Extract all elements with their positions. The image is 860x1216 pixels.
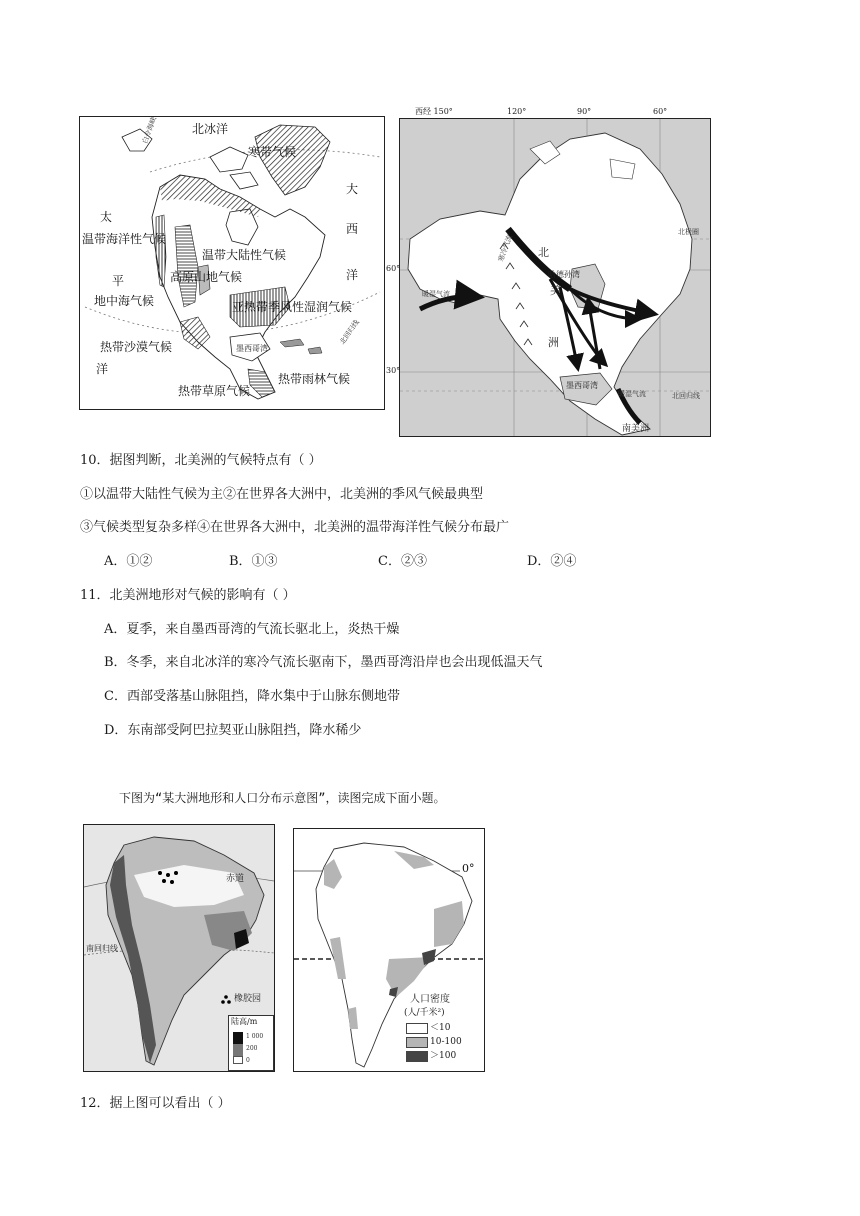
label-south-america: 南美洲 (622, 424, 650, 434)
label-america-2: 洲 (548, 336, 559, 349)
label-hudson-bay: 哈德孙湾 (548, 270, 580, 279)
label-pacific-3: 洋 (96, 362, 109, 376)
question-11-option-c[interactable]: C．西部受落基山脉阻挡，降水集中于山脉东侧地带 (104, 689, 400, 704)
question-10-stem: 10．据图判断，北美洲的气候特点有（ ） (80, 453, 322, 468)
question-11-option-b[interactable]: B．冬季，来自北冰洋的寒冷气流长驱南下，墨西哥湾沿岸也会出现低温天气 (104, 655, 543, 670)
label-warm-flow-left: 暖湿气流 (422, 290, 450, 298)
label-rainforest-climate: 热带雨林气候 (278, 372, 351, 386)
label-mediterranean-climate: 地中海气候 (94, 294, 155, 308)
question-10-option-b[interactable]: B．①③ (229, 554, 278, 569)
label-tropic-of-cancer: 北回归线 (338, 318, 361, 346)
question-11-option-d[interactable]: D．东南部受阿巴拉契亚山脉阻挡，降水稀少 (104, 723, 362, 738)
label-warm-flow-gulf: 暖湿气流 (618, 390, 646, 398)
label-arctic-ocean: 北冰洋 (192, 122, 229, 136)
label-savanna-climate: 热带草原气候 (178, 384, 251, 398)
intro-text: 下图为“某大洲地形和人口分布示意图”，读图完成下面小题。 (119, 791, 446, 805)
population-legend-high: ＞100 (430, 1051, 457, 1061)
label-atlantic-2: 西 (346, 222, 359, 236)
label-tropic-of-cancer-2: 北回归线 (672, 392, 700, 400)
label-subtropical-climate: 亚热带季风性湿润气候 (232, 300, 353, 314)
label-gulf-mexico: 墨西哥湾 (566, 381, 598, 390)
legend-swatch-low (233, 1056, 243, 1064)
elevation-tick-200: 200 (246, 1045, 258, 1052)
lat-label-30: 30° (386, 366, 401, 375)
lon-label-90: 90° (577, 107, 592, 116)
question-10-option-d[interactable]: D．②④ (527, 554, 577, 569)
lat-label-60: 60° (386, 264, 401, 273)
label-marine-climate: 温带海洋性气候 (82, 232, 167, 246)
label-bering-strait: 白令海峡 (140, 115, 159, 145)
south-america-terrain-map (83, 824, 275, 1072)
label-gulf-of-mexico: 墨西哥湾 (236, 344, 268, 353)
lon-label-60: 60° (653, 107, 668, 116)
label-polar-climate: 寒带气候 (248, 145, 297, 159)
label-arctic-circle: 北极圈 (678, 228, 699, 236)
population-legend-title-2: (人/千米²) (404, 1008, 445, 1018)
label-cold-flow: 寒冷气流 (496, 233, 515, 263)
elevation-legend-title: 陆高/m (231, 1017, 258, 1026)
label-tropic-of-capricorn: 南回归线 (86, 944, 118, 953)
elevation-legend (228, 1015, 274, 1071)
airflow-map-frame (386, 118, 711, 437)
elevation-tick-1000: 1 000 (246, 1033, 264, 1040)
elevation-tick-0: 0 (246, 1057, 250, 1064)
population-swatch-mid (406, 1037, 428, 1048)
legend-swatch-mid (233, 1044, 243, 1056)
label-zero-degree: 0° (462, 862, 475, 875)
population-swatch-low (406, 1023, 428, 1034)
north-america-airflow-map (386, 102, 710, 436)
population-swatch-high (406, 1051, 428, 1062)
label-north: 北 (538, 246, 549, 259)
label-atlantic-1: 大 (346, 182, 359, 196)
population-legend-title-1: 人口密度 (410, 994, 450, 1005)
label-continental-climate: 温带大陆性气候 (202, 248, 287, 262)
question-10-line-1: ①以温带大陆性气候为主②在世界各大洲中，北美洲的季风气候最典型 (80, 487, 484, 502)
north-america-climate-map (79, 116, 385, 410)
question-10-option-c[interactable]: C．②③ (378, 554, 427, 569)
lon-label-150: 西经 150° (415, 107, 453, 116)
label-atlantic-3: 洋 (346, 268, 359, 282)
label-pacific-1: 太 (100, 210, 113, 224)
south-america-population-map (293, 828, 485, 1072)
question-11-option-a[interactable]: A．夏季，来自墨西哥湾的气流长驱北上，炎热干燥 (104, 622, 400, 637)
climate-map-drawing (80, 117, 384, 409)
population-legend-mid: 10-100 (430, 1037, 462, 1047)
label-pacific-2: 平 (112, 274, 125, 288)
question-10-line-2: ③气候类型复杂多样④在世界各大洲中，北美洲的温带海洋性气候分布最广 (80, 520, 510, 535)
question-12-stem: 12．据上图可以看出（ ） (80, 1096, 231, 1111)
label-desert-climate: 热带沙漠气候 (100, 340, 173, 354)
label-highland-climate: 高原山地气候 (170, 270, 243, 284)
label-equator: 赤道 (226, 874, 245, 884)
lon-label-120: 120° (507, 107, 527, 116)
question-11-stem: 11．北美洲地形对气候的影响有（ ） (80, 588, 296, 603)
question-10-option-a[interactable]: A．①② (104, 554, 153, 569)
label-rubber-plantation: 橡胶园 (234, 994, 262, 1004)
population-legend-low: ＜10 (430, 1023, 451, 1033)
population-map-drawing (294, 829, 484, 1071)
label-america-1: 美 (550, 284, 561, 297)
legend-swatch-high (233, 1032, 243, 1044)
